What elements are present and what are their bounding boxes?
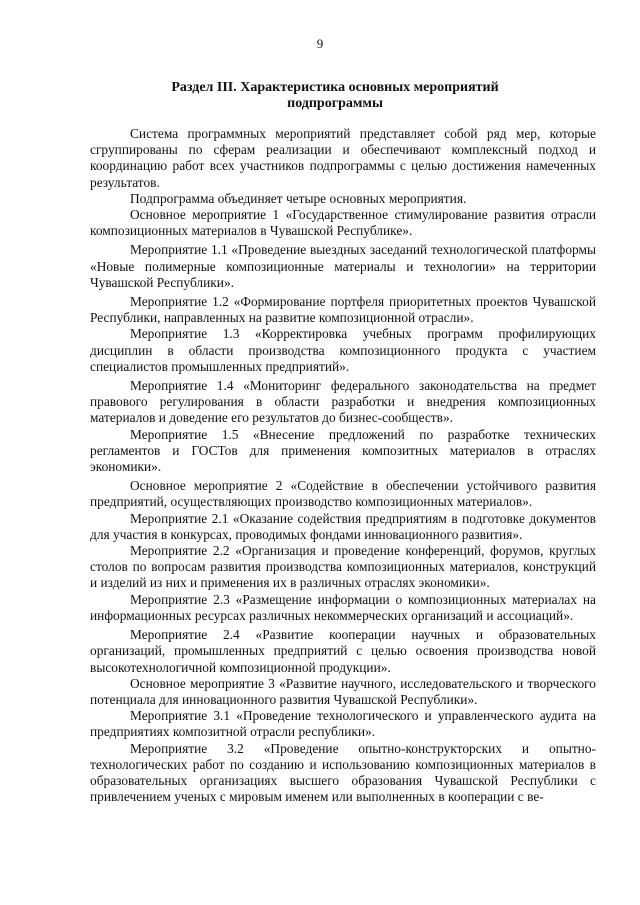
paragraph-main-activity-3: Основное мероприятие 3 «Развитие научного, исследовательского и творческого потенциала для инновационного развития Чувашской Республики». [90, 675, 596, 707]
paragraph-intro: Система программных мероприятий представляет собой ряд мер, которые сгруппированы по сферам реализации и обеспечивают комплексный подход и координацию работ всех участников подпрограммы с целью достижения намеченных результатов. [90, 126, 596, 190]
document-body [90, 126, 596, 805]
paragraph-activity-1-4: Мероприятие 1.4 «Мониторинг федерального законодательства на предмет правового регулирования в области разработки и внедрения композиционных материалов и доведение его результатов до бизнес-сообществ». [90, 378, 596, 426]
paragraph-activity-3-2: Мероприятие 3.2 «Проведение опытно-конструкторских и опытно-технологических работ по созданию и использованию композиционных материалов в образовательных организациях высшего образования Чувашской Республики с привлечением ученых с мировым именем или выполненных в кооперации с ве- [90, 740, 596, 805]
paragraph-activity-2-2: Мероприятие 2.2 «Организация и проведение конференций, форумов, круглых столов по вопросам развития производства композиционных материалов, конструкций и изделий из них и применения их в различных отраслях экономики». [90, 543, 596, 591]
section-heading-line-1: Раздел III. Характеристика основных мероприятий [171, 80, 499, 95]
paragraph-activity-1-5: Мероприятие 1.5 «Внесение предложений по разработке технических регламентов и ГОСТов для применения композитных материалов в отраслях экономики». [90, 426, 596, 475]
paragraph-main-activity-2: Основное мероприятие 2 «Содействие в обеспечении устойчивого развития предприятий, осуществляющих производство композиционных материалов». [90, 478, 596, 510]
paragraph-activity-2-3: Мероприятие 2.3 «Размещение информации о композиционных материалах на информационных ресурсах различных некоммерческих организаций и ассоциаций». [90, 591, 596, 623]
paragraph-activity-2-1: Мероприятие 2.1 «Оказание содействия предприятиям в подготовке документов для участия в конкурсах, проводимых фондами инновационного развития». [90, 510, 596, 542]
paragraph-activity-3-1: Мероприятие 3.1 «Проведение технологического и управленческого аудита на предприятиях композитной отрасли республики». [90, 708, 596, 740]
section-heading-line-2: подпрограммы [287, 96, 383, 111]
paragraph-activity-1-1: Мероприятие 1.1 «Проведение выездных заседаний технологической платформы «Новые полимерные композиционные материалы и технологии» на территории Чувашской Республики». [90, 242, 596, 290]
paragraph-activity-1-2: Мероприятие 1.2 «Формирование портфеля приоритетных проектов Чувашской Республики, направленных на развитие композиционной отрасли». [90, 294, 596, 326]
paragraph-activity-2-4: Мероприятие 2.4 «Развитие кооперации научных и образовательных организаций, промышленных предприятий с целью освоения производства новой высокотехнологичной композиционной продукции». [90, 627, 596, 675]
paragraph-activity-1-3: Мероприятие 1.3 «Корректировка учебных программ профилирующих дисциплин в области производства композиционного продукта с участием специалистов промышленных предприятий». [90, 326, 596, 374]
paragraph-main-activity-1: Основное мероприятие 1 «Государственное стимулирование развития отрасли композиционных материалов в Чувашской Республике». [90, 207, 596, 239]
paragraph-summary: Подпрограмма объединяет четыре основных мероприятия. [130, 190, 467, 206]
page-number: 9 [316, 36, 324, 51]
section-heading [90, 80, 580, 112]
